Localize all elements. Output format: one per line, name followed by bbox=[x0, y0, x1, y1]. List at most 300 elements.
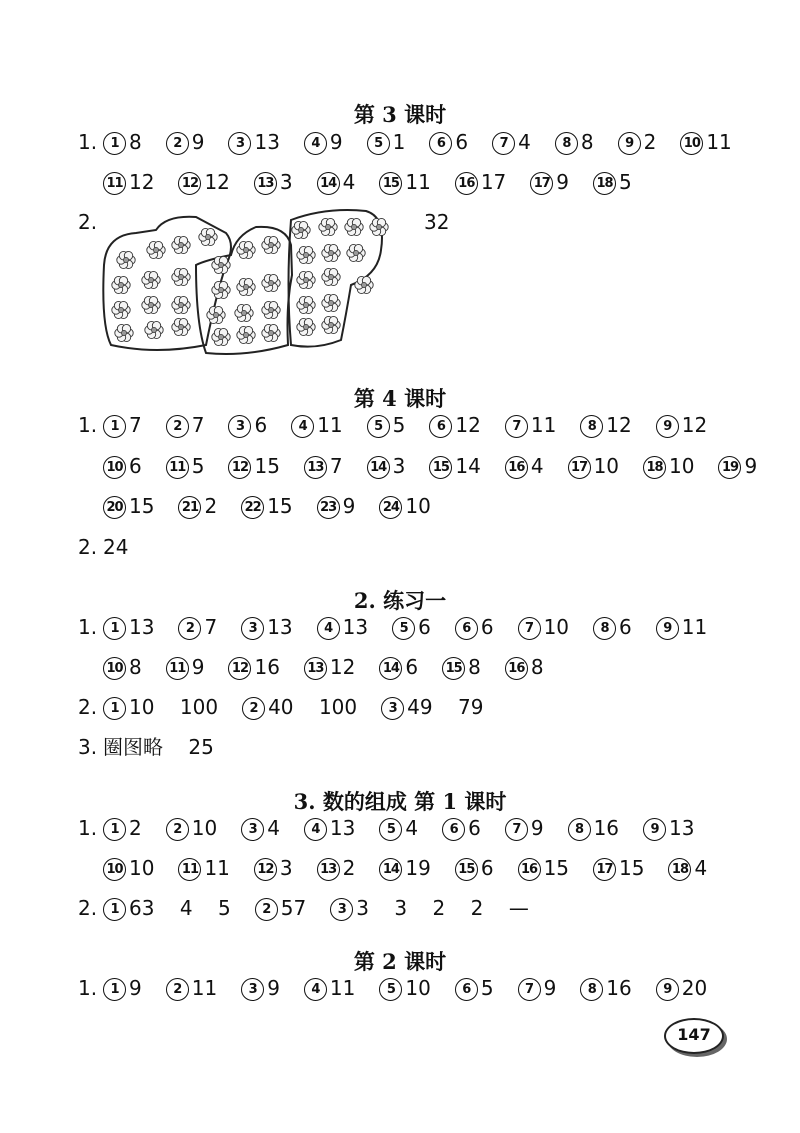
flower-icon bbox=[142, 296, 160, 313]
answer-value: 8 bbox=[129, 130, 142, 154]
answer-item bbox=[228, 128, 279, 156]
flower-icon bbox=[112, 276, 130, 293]
answer-item bbox=[429, 411, 480, 439]
answer-value: 15 bbox=[267, 494, 293, 518]
flower-icon bbox=[262, 301, 280, 318]
answer-item bbox=[241, 613, 292, 641]
answer-item bbox=[103, 814, 142, 842]
circled-number: 14 bbox=[317, 172, 340, 195]
answer-value: 13 bbox=[267, 615, 293, 639]
answer-value: 7 bbox=[129, 413, 142, 437]
answer-item bbox=[166, 653, 205, 681]
answer-item bbox=[317, 613, 368, 641]
flower-icon bbox=[212, 328, 230, 345]
answer-item bbox=[103, 974, 142, 1002]
flower-icon bbox=[345, 218, 363, 235]
answer-value: 9 bbox=[267, 976, 280, 1000]
answer-value: 6 bbox=[405, 655, 419, 679]
answer-value: 12 bbox=[329, 655, 356, 679]
answer-value: 11 bbox=[706, 130, 732, 154]
flower-icon bbox=[145, 321, 163, 338]
answer-value: 15 bbox=[129, 494, 155, 518]
circled-number: 8 bbox=[593, 617, 616, 640]
answer-item bbox=[103, 411, 142, 439]
answer-item bbox=[429, 128, 468, 156]
answer-value: 15 bbox=[619, 856, 645, 880]
problem-row bbox=[78, 613, 731, 641]
answer-value: 9 bbox=[129, 976, 142, 1000]
answer-item bbox=[568, 452, 619, 480]
answer-item bbox=[242, 693, 357, 721]
circled-number: 5 bbox=[379, 818, 402, 841]
flower-icon bbox=[322, 294, 340, 311]
circled-number: 2 bbox=[166, 132, 189, 155]
answer-item bbox=[166, 411, 205, 439]
answer-item bbox=[178, 492, 217, 520]
answer-value: 9 bbox=[530, 816, 544, 840]
circled-number: 24 bbox=[379, 496, 402, 519]
circled-number: 2 bbox=[255, 898, 278, 921]
answer-value: 10 bbox=[129, 856, 155, 880]
flower-icon bbox=[292, 221, 310, 238]
circled-number: 3 bbox=[241, 617, 264, 640]
answer-value: 13 bbox=[669, 816, 695, 840]
answer-item bbox=[492, 128, 531, 156]
flower-icon bbox=[262, 236, 280, 253]
answer-value: 63 4 5 bbox=[129, 896, 231, 920]
answer-item bbox=[304, 653, 355, 681]
answer-value: 6 bbox=[480, 856, 494, 880]
answer-item bbox=[429, 452, 480, 480]
circled-number: 6 bbox=[429, 415, 452, 438]
flower-icon bbox=[297, 271, 315, 288]
answer-item bbox=[166, 974, 217, 1002]
answer-item bbox=[317, 854, 356, 882]
answer-item bbox=[241, 492, 292, 520]
answer-text: 圈图略 25 bbox=[103, 735, 214, 759]
flower-icon bbox=[212, 281, 230, 298]
answer-value: 6 bbox=[468, 816, 481, 840]
answer-value: 11 bbox=[405, 170, 431, 194]
circled-number: 15 bbox=[429, 456, 452, 479]
problem-number: 2. bbox=[78, 695, 98, 719]
circled-number: 23 bbox=[317, 496, 340, 519]
circled-number: 9 bbox=[656, 415, 679, 438]
answer-value: 4 bbox=[267, 816, 280, 840]
answer-value: 9 bbox=[342, 494, 356, 518]
circled-number: 6 bbox=[455, 617, 478, 640]
circled-number: 4 bbox=[291, 415, 314, 438]
answer-item bbox=[103, 653, 142, 681]
circled-number: 6 bbox=[442, 818, 465, 841]
answer-item bbox=[379, 168, 430, 196]
answer-value: 6 bbox=[619, 615, 632, 639]
flower-icon bbox=[237, 278, 255, 295]
circled-number: 9 bbox=[618, 132, 641, 155]
problem-number: 1. bbox=[78, 976, 98, 1000]
circled-number: 12 bbox=[228, 657, 251, 680]
problem-number: 1. bbox=[78, 130, 98, 154]
answer-value: 4 bbox=[342, 170, 356, 194]
answer-item bbox=[593, 613, 632, 641]
answer-item bbox=[455, 168, 506, 196]
circled-number: 4 bbox=[317, 617, 340, 640]
answer-value: 3 bbox=[392, 454, 406, 478]
answer-item bbox=[254, 168, 293, 196]
circled-number: 1 bbox=[103, 415, 126, 438]
answer-item bbox=[166, 814, 217, 842]
answer-item bbox=[568, 814, 619, 842]
circled-number: 14 bbox=[379, 858, 402, 881]
flower-icon bbox=[207, 306, 225, 323]
answer-item bbox=[317, 492, 356, 520]
circled-number: 13 bbox=[254, 172, 277, 195]
answer-item bbox=[317, 168, 356, 196]
answer-item bbox=[518, 854, 569, 882]
circled-number: 13 bbox=[304, 456, 327, 479]
answer-value: 12 bbox=[606, 413, 632, 437]
circled-number: 6 bbox=[455, 978, 478, 1001]
answer-value: 7 bbox=[329, 454, 343, 478]
circled-number: 8 bbox=[568, 818, 591, 841]
answer-item bbox=[291, 411, 342, 439]
answer-item bbox=[103, 128, 142, 156]
answer-value: 9 bbox=[543, 976, 557, 1000]
answer-item bbox=[367, 452, 406, 480]
answer-item bbox=[178, 168, 229, 196]
answer-value: 57 bbox=[280, 896, 307, 920]
circled-number: 5 bbox=[379, 978, 402, 1001]
answer-value: 7 bbox=[204, 615, 218, 639]
answer-value: 6 bbox=[455, 130, 469, 154]
answer-item bbox=[455, 613, 494, 641]
answer-text: 24 bbox=[103, 535, 129, 559]
answer-item bbox=[166, 128, 205, 156]
answer-item bbox=[442, 814, 481, 842]
flower-icon bbox=[297, 318, 315, 335]
answer-item bbox=[455, 854, 494, 882]
answer-item bbox=[656, 411, 707, 439]
circled-number: 7 bbox=[518, 978, 541, 1001]
answer-value: 5 bbox=[191, 454, 205, 478]
circled-number: 14 bbox=[367, 456, 390, 479]
circled-number: 1 bbox=[103, 978, 126, 1001]
answer-value: 9 bbox=[329, 130, 343, 154]
answer-value: 4 bbox=[530, 454, 544, 478]
answer-item bbox=[379, 653, 418, 681]
circled-number: 2 bbox=[166, 415, 189, 438]
answer-value: 2 bbox=[643, 130, 657, 154]
circled-number: 4 bbox=[304, 132, 327, 155]
circled-number: 5 bbox=[392, 617, 415, 640]
answer-item bbox=[241, 974, 280, 1002]
flower-icon bbox=[262, 274, 280, 291]
circled-number: 3 bbox=[228, 132, 251, 155]
answer-value: 12 bbox=[455, 413, 481, 437]
circled-number: 1 bbox=[103, 697, 126, 720]
circled-number: 2 bbox=[166, 818, 189, 841]
circled-number: 12 bbox=[228, 456, 251, 479]
circled-number: 3 bbox=[228, 415, 251, 438]
page-number: 147 bbox=[677, 1025, 711, 1044]
answer-item bbox=[103, 492, 154, 520]
answer-value: 2 bbox=[129, 816, 142, 840]
problem-row bbox=[78, 411, 731, 439]
circled-number: 7 bbox=[492, 132, 515, 155]
flower-icon bbox=[142, 271, 160, 288]
answer-value: 11 bbox=[530, 413, 557, 437]
answer-item bbox=[593, 854, 644, 882]
circled-number: 19 bbox=[718, 456, 741, 479]
answer-item bbox=[718, 452, 757, 480]
circled-number: 9 bbox=[656, 978, 679, 1001]
answer-value: 5 bbox=[480, 976, 494, 1000]
flower-icon bbox=[322, 316, 340, 333]
problem-number: 3. bbox=[78, 735, 98, 759]
circled-number: 8 bbox=[580, 978, 603, 1001]
circled-number: 18 bbox=[593, 172, 616, 195]
answer-value: 6 bbox=[480, 615, 494, 639]
answer-item bbox=[166, 452, 205, 480]
circled-number: 17 bbox=[530, 172, 553, 195]
answer-item bbox=[680, 128, 731, 156]
answer-value: 11 bbox=[204, 856, 230, 880]
answer-value: 10 bbox=[405, 976, 431, 1000]
answer-item bbox=[228, 452, 279, 480]
answer-value: 8 bbox=[468, 655, 481, 679]
circled-number: 1 bbox=[103, 132, 126, 155]
circled-number: 11 bbox=[103, 172, 126, 195]
flower-icon bbox=[347, 244, 365, 261]
problem-row bbox=[78, 533, 128, 561]
flower-icon bbox=[355, 276, 373, 293]
answer-value: 8 bbox=[129, 655, 142, 679]
problem-row bbox=[78, 733, 214, 761]
answer-value: 10 bbox=[593, 454, 620, 478]
answer-value: 13 bbox=[329, 816, 356, 840]
circled-number: 5 bbox=[367, 415, 390, 438]
flower-icon bbox=[237, 326, 255, 343]
circled-number: 7 bbox=[505, 415, 528, 438]
circled-number: 6 bbox=[429, 132, 452, 155]
answer-value: 16 bbox=[606, 976, 632, 1000]
circled-number: 5 bbox=[367, 132, 390, 155]
answer-item bbox=[505, 452, 544, 480]
circled-number: 7 bbox=[518, 617, 541, 640]
circled-number: 15 bbox=[379, 172, 402, 195]
answer-item bbox=[505, 653, 544, 681]
answer-value: 14 bbox=[455, 454, 481, 478]
flower-icon bbox=[147, 241, 165, 258]
circled-number: 16 bbox=[518, 858, 541, 881]
flower-icon bbox=[297, 296, 315, 313]
answer-item bbox=[255, 894, 306, 922]
answer-item bbox=[103, 452, 142, 480]
answer-item bbox=[392, 613, 431, 641]
circled-number: 7 bbox=[505, 818, 528, 841]
answer-value: 9 bbox=[191, 655, 205, 679]
section-heading: 2. 练习一 bbox=[353, 588, 447, 613]
answer-value: 3 3 2 2 — bbox=[356, 896, 529, 920]
problem-row bbox=[78, 894, 553, 922]
answer-value: 10 bbox=[543, 615, 570, 639]
answer-value: 12 bbox=[129, 170, 155, 194]
circled-number: 16 bbox=[505, 456, 528, 479]
answer-value: 6 bbox=[418, 615, 431, 639]
answer-item bbox=[379, 814, 418, 842]
page-number-badge bbox=[664, 1018, 724, 1052]
answer-item bbox=[330, 894, 529, 922]
problem-row bbox=[103, 854, 731, 882]
answer-item bbox=[367, 411, 406, 439]
problem-number: 1. bbox=[78, 413, 98, 437]
circled-number: 10 bbox=[103, 657, 126, 680]
circled-number: 3 bbox=[241, 978, 264, 1001]
section-heading: 3. 数的组成 第 1 课时 bbox=[293, 789, 507, 814]
answer-item bbox=[381, 693, 483, 721]
answer-item bbox=[643, 814, 694, 842]
answer-value: 13 bbox=[254, 130, 280, 154]
answer-value: 9 bbox=[191, 130, 205, 154]
answer-value: 11 bbox=[681, 615, 708, 639]
answer-value: 11 bbox=[329, 976, 356, 1000]
problem-number: 2. bbox=[78, 535, 98, 559]
problem-number: 2. bbox=[78, 210, 98, 234]
answer-value: 3 bbox=[279, 170, 293, 194]
answer-item bbox=[304, 128, 343, 156]
circled-number: 12 bbox=[254, 858, 277, 881]
flower-icon bbox=[322, 244, 340, 261]
circled-number: 3 bbox=[381, 697, 404, 720]
circled-number: 10 bbox=[103, 456, 126, 479]
circled-number: 10 bbox=[680, 132, 703, 155]
answer-item bbox=[304, 814, 355, 842]
answer-value: 8 bbox=[580, 130, 594, 154]
flower-icon bbox=[115, 324, 133, 341]
answer-item bbox=[254, 854, 293, 882]
answer-item bbox=[103, 854, 154, 882]
problem-row bbox=[103, 492, 455, 520]
circled-number: 20 bbox=[103, 496, 126, 519]
circled-number: 13 bbox=[304, 657, 327, 680]
answer-item bbox=[656, 613, 707, 641]
circled-number: 22 bbox=[241, 496, 264, 519]
circled-number: 21 bbox=[178, 496, 201, 519]
problem-row bbox=[78, 974, 731, 1002]
answer-value: 9 bbox=[744, 454, 758, 478]
answer-item bbox=[228, 411, 267, 439]
answer-value: 13 bbox=[342, 615, 369, 639]
problem-row bbox=[78, 693, 507, 721]
answer-item bbox=[304, 974, 355, 1002]
answer-value: 8 bbox=[530, 655, 544, 679]
answer-value: 10 100 bbox=[129, 695, 219, 719]
flower-icon bbox=[112, 301, 130, 318]
circled-number: 12 bbox=[178, 172, 201, 195]
answer-item bbox=[241, 814, 280, 842]
answer-value: 20 bbox=[681, 976, 708, 1000]
circled-number: 13 bbox=[317, 858, 340, 881]
flower-icon bbox=[199, 228, 217, 245]
circled-number: 1 bbox=[103, 617, 126, 640]
problem-row bbox=[103, 168, 656, 196]
flower-icon bbox=[297, 246, 315, 263]
answer-value: 17 bbox=[480, 170, 507, 194]
circled-number: 9 bbox=[656, 617, 679, 640]
answer-value: 6 bbox=[254, 413, 268, 437]
flower-icon bbox=[212, 256, 230, 273]
answer-value: 15 bbox=[254, 454, 280, 478]
circled-number: 11 bbox=[166, 657, 189, 680]
circled-number: 14 bbox=[379, 657, 402, 680]
circled-number: 17 bbox=[593, 858, 616, 881]
section-heading: 第 4 课时 bbox=[353, 386, 447, 411]
answer-item bbox=[379, 854, 430, 882]
answer-value: 10 bbox=[669, 454, 695, 478]
answer-item bbox=[379, 492, 430, 520]
answer-item bbox=[379, 974, 430, 1002]
answer-value: 16 bbox=[254, 655, 280, 679]
answer-item bbox=[580, 974, 631, 1002]
answer-item bbox=[618, 128, 657, 156]
answer-item bbox=[103, 693, 218, 721]
answer-value: 49 79 bbox=[407, 695, 484, 719]
flower-icon bbox=[172, 268, 190, 285]
answer-value: 4 bbox=[694, 856, 708, 880]
answer-value: 2 bbox=[342, 856, 356, 880]
section-heading: 第 3 课时 bbox=[353, 102, 447, 127]
answer-item bbox=[668, 854, 707, 882]
answer-value: 2 bbox=[204, 494, 218, 518]
circled-number: 2 bbox=[242, 697, 265, 720]
flower-icon bbox=[117, 251, 135, 268]
answer-value: 13 bbox=[129, 615, 155, 639]
circled-number: 3 bbox=[330, 898, 353, 921]
answer-value: 4 bbox=[518, 130, 531, 154]
circled-number: 8 bbox=[580, 415, 603, 438]
flower-icon bbox=[172, 296, 190, 313]
circled-number: 18 bbox=[643, 456, 666, 479]
answer-value: 15 bbox=[543, 856, 570, 880]
flower-icon bbox=[235, 304, 253, 321]
answer-value: 10 bbox=[191, 816, 218, 840]
answer-value: 16 bbox=[593, 816, 620, 840]
circled-number: 11 bbox=[166, 456, 189, 479]
circled-number: 4 bbox=[304, 978, 327, 1001]
flower-icon bbox=[322, 268, 340, 285]
circled-number: 8 bbox=[555, 132, 578, 155]
flower-icon bbox=[262, 324, 280, 341]
answer-value: 10 bbox=[405, 494, 431, 518]
answer-item bbox=[555, 128, 594, 156]
circled-number: 2 bbox=[178, 617, 201, 640]
answer-item bbox=[593, 168, 632, 196]
answer-item bbox=[530, 168, 569, 196]
answer-item bbox=[367, 128, 406, 156]
circled-number: 16 bbox=[505, 657, 528, 680]
answer-item bbox=[505, 814, 544, 842]
answer-item bbox=[103, 168, 154, 196]
answer-value: 9 bbox=[556, 170, 570, 194]
circled-number: 2 bbox=[166, 978, 189, 1001]
problem-number: 2. bbox=[78, 896, 98, 920]
circled-number: 18 bbox=[668, 858, 691, 881]
circled-number: 15 bbox=[442, 657, 465, 680]
answer-item bbox=[228, 653, 279, 681]
circled-number: 17 bbox=[568, 456, 591, 479]
answer-value: 3 bbox=[279, 856, 293, 880]
answer-value: 19 bbox=[405, 856, 431, 880]
